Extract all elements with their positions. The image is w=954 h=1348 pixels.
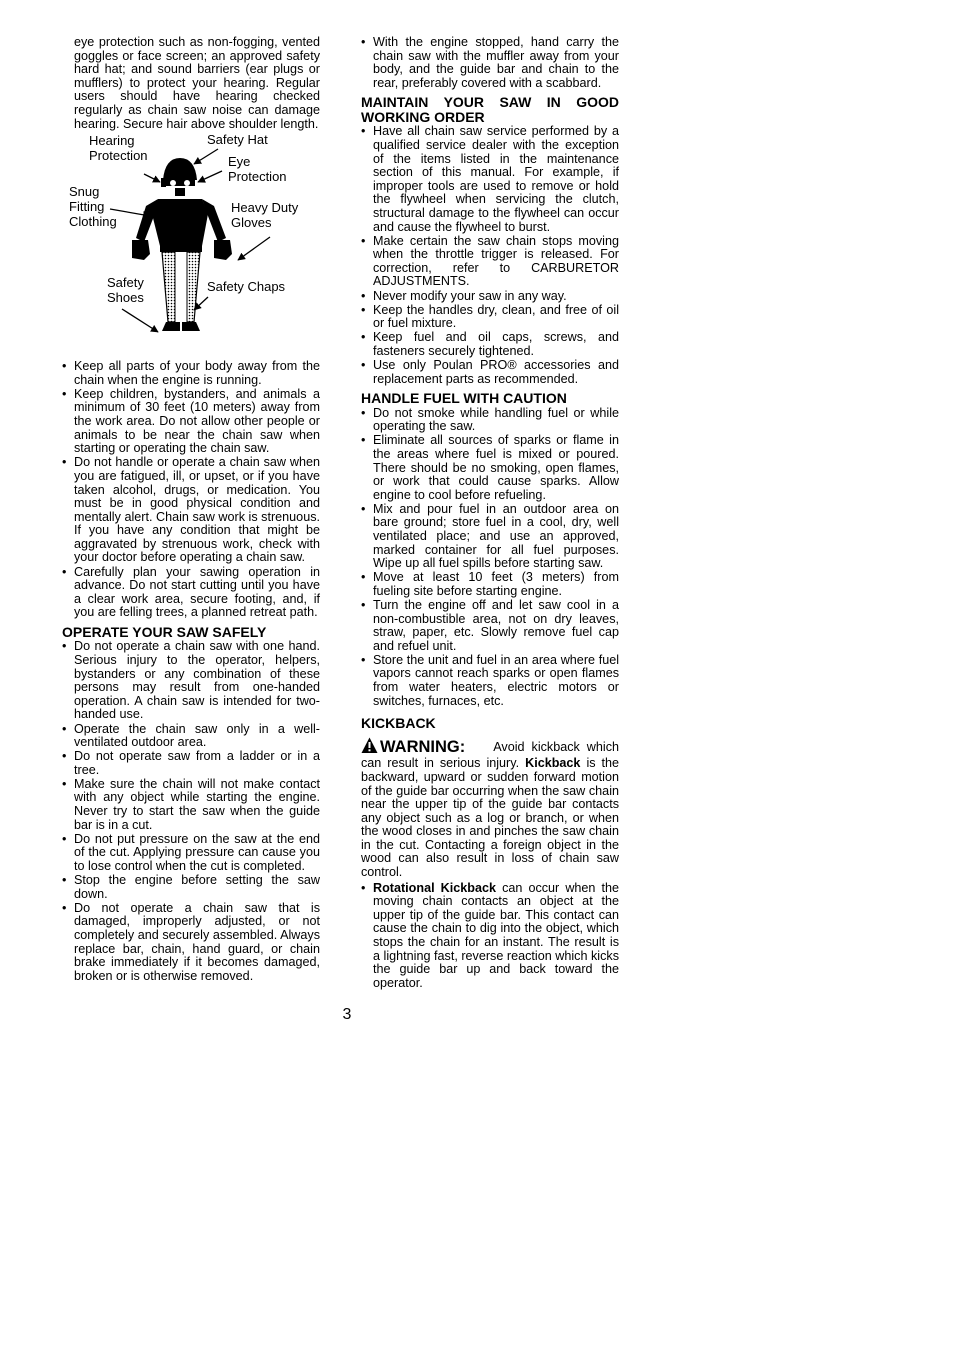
list-item: • Operate the chain saw only in a well-ventilated outdoor area. bbox=[62, 723, 320, 750]
right-column bbox=[361, 36, 619, 991]
list-item: • Do not handle or operate a chain saw when you are fatigued, ill, or upset, or if you have taken alcohol, drugs, or medication. You must be in good physical condition and mentally alert. Chain saw work is strenuous. If you have any condition that might be aggravated by strenuous work, check with your doctor before operating a chain saw. bbox=[62, 456, 320, 565]
page-number: 3 bbox=[342, 1006, 352, 1023]
list-item: • Carefully plan your sawing operation in advance. Do not start cutting until you have a clear work area, secure footing, and, if you are felling trees, a planned retreat path. bbox=[62, 566, 320, 620]
handle-fuel-heading: HANDLE FUEL WITH CAUTION bbox=[361, 390, 567, 407]
kickback-term: Kickback bbox=[525, 756, 581, 771]
list-item: • Do not smoke while handling fuel or while operating the saw. bbox=[361, 407, 619, 434]
list-item bbox=[361, 882, 619, 991]
list-item: • Eliminate all sources of sparks or flame in the areas where fuel is mixed or poured. There should be no smoking, open flames, or work that could cause sparks. Allow engine to cool before refueling. bbox=[361, 434, 619, 502]
general-safety-list bbox=[62, 360, 320, 620]
maintain-saw-list bbox=[361, 125, 619, 386]
list-item: • Store the unit and fuel in an area where fuel vapors cannot reach sparks or open flames from water heaters, electric motors or switches, furnaces, etc. bbox=[361, 654, 619, 708]
label-heavy-duty-gloves: Heavy Duty Gloves bbox=[231, 200, 299, 231]
list-item: • With the engine stopped, hand carry the chain saw with the muffler away from your body, and the guide bar and chain to the rear, preferably covered with a scabbard. bbox=[361, 36, 619, 90]
kickback-warning-paragraph bbox=[361, 737, 619, 880]
carry-saw-list bbox=[361, 36, 619, 90]
list-item: • Make sure the chain will not make contact with any object while starting the engine. Never try to start the saw when the guide bar is in a cut. bbox=[62, 778, 320, 832]
left-column bbox=[62, 36, 320, 984]
list-item: • Move at least 10 feet (3 meters) from fueling site before starting engine. bbox=[361, 571, 619, 598]
list-item: • Do not operate a chain saw with one hand. Serious injury to the operator, helpers, bystanders or any combination of these persons may result from one-handed operation. A chain saw is intended for two-handed use. bbox=[62, 640, 320, 722]
operate-safely-list bbox=[62, 640, 320, 983]
intro-paragraph: eye protection such as non-fogging, vented goggles or face screen; an approved safety hard hat; and sound barriers (ear plugs or mufflers) to protect your hearing. Regular users should have hearing checked regularly as chain saw noise can damage hearing. Secure hair above shoulder length. bbox=[74, 35, 320, 131]
label-eye-protection: Eye Protection bbox=[228, 154, 287, 185]
label-safety-chaps: Safety Chaps bbox=[207, 279, 286, 295]
safety-hat-shape bbox=[163, 158, 197, 180]
torso-shape bbox=[152, 199, 208, 246]
list-item: • Keep all parts of your body away from the chain when the engine is running. bbox=[62, 360, 320, 387]
label-snug-fitting-clothing: Snug Fitting Clothing bbox=[69, 184, 117, 230]
rotational-kickback-list bbox=[361, 882, 619, 991]
label-safety-shoes: Safety Shoes bbox=[107, 275, 144, 306]
right-glove-shape bbox=[214, 240, 232, 260]
list-item: • Keep the handles dry, clean, and free of oil or fuel mixture. bbox=[361, 304, 619, 331]
warning-label: WARNING: bbox=[380, 737, 466, 756]
list-item: • Make certain the saw chain stops moving when the throttle trigger is released. For correction, refer to CARBURETOR ADJUSTMENTS. bbox=[361, 235, 619, 289]
list-item: • Keep fuel and oil caps, screws, and fasteners securely tightened. bbox=[361, 331, 619, 358]
list-item: • Do not operate saw from a ladder or in a tree. bbox=[62, 750, 320, 777]
list-item: • Keep children, bystanders, and animals a minimum of 30 feet (10 meters) away from the work area. Do not allow other people or animals to be near the chain saw when starting or operating the chain saw. bbox=[62, 388, 320, 456]
list-item: • Use only Poulan PRO® accessories and replacement parts as recommended. bbox=[361, 359, 619, 386]
list-item: • Never modify your saw in any way. bbox=[361, 290, 619, 304]
warning-text-1: Avoid kickback which can result in serious injury. bbox=[361, 739, 620, 771]
warning-triangle-icon bbox=[361, 737, 378, 758]
list-item: • Do not operate a chain saw that is damaged, improperly adjusted, or not completely and securely assembled. Always replace bar, chain, hand guard, or chain brake immediately if it becomes damaged, broken or is otherwise removed. bbox=[62, 902, 320, 984]
handle-fuel-list bbox=[361, 407, 619, 709]
right-shoe-shape bbox=[182, 322, 200, 331]
left-glove-shape bbox=[132, 240, 150, 260]
list-item: • Stop the engine before setting the saw down. bbox=[62, 874, 320, 901]
rotational-kickback-term: Rotational Kickback bbox=[373, 880, 496, 895]
warning-text-2: is the backward, upward or sudden forward motion of the guide bar occurring when the saw chain near the upper tip of the guide bar contacts any object such as a log or branch, or when the wood closes in and pinches the saw chain in the cut. Contacting a foreign object in the wood can also result in loss of chain saw control. bbox=[361, 756, 620, 880]
list-item: • Have all chain saw service performed by a qualified service dealer with the exception of the items listed in the maintenance section of this manual. For example, if improper tools are used to remove or hold the flywheel when servicing the clutch, structural damage to the flywheel can occur and cause the flywheel to burst. bbox=[361, 125, 619, 234]
operate-safely-heading: OPERATE YOUR SAW SAFELY bbox=[62, 623, 267, 640]
protective-gear-figure bbox=[62, 134, 320, 354]
list-item: • Do not put pressure on the saw at the end of the cut. Applying pressure can cause you to lose control when the cut is completed. bbox=[62, 833, 320, 874]
label-safety-hat: Safety Hat bbox=[207, 132, 268, 148]
left-shoe-shape bbox=[162, 322, 180, 331]
kickback-heading: KICKBACK bbox=[361, 715, 436, 732]
maintain-saw-heading: MAINTAIN YOUR SAW IN GOOD WORKING ORDER bbox=[361, 94, 619, 125]
label-hearing-protection: Hearing Protection bbox=[89, 133, 148, 164]
rotational-kickback-text: can occur when the moving chain contacts an object at the upper tip of the guide bar. This contact can cause the chain to dig into the object, which stops the chain for an instant. The result is a lightning fast, reverse reaction which kicks the guide bar up and back toward the operator. bbox=[373, 880, 620, 990]
list-item: • Turn the engine off and let saw cool in a non-combustible area, not on dry leaves, straw, paper, etc. Slowly remove fuel cap and refuel unit. bbox=[361, 599, 619, 653]
list-item: • Mix and pour fuel in an outdoor area on bare ground; store fuel in a cool, dry, well ventilated place; and use an approved, marked container for all fuel purposes. Wipe up all fuel spills before starting saw. bbox=[361, 503, 619, 571]
